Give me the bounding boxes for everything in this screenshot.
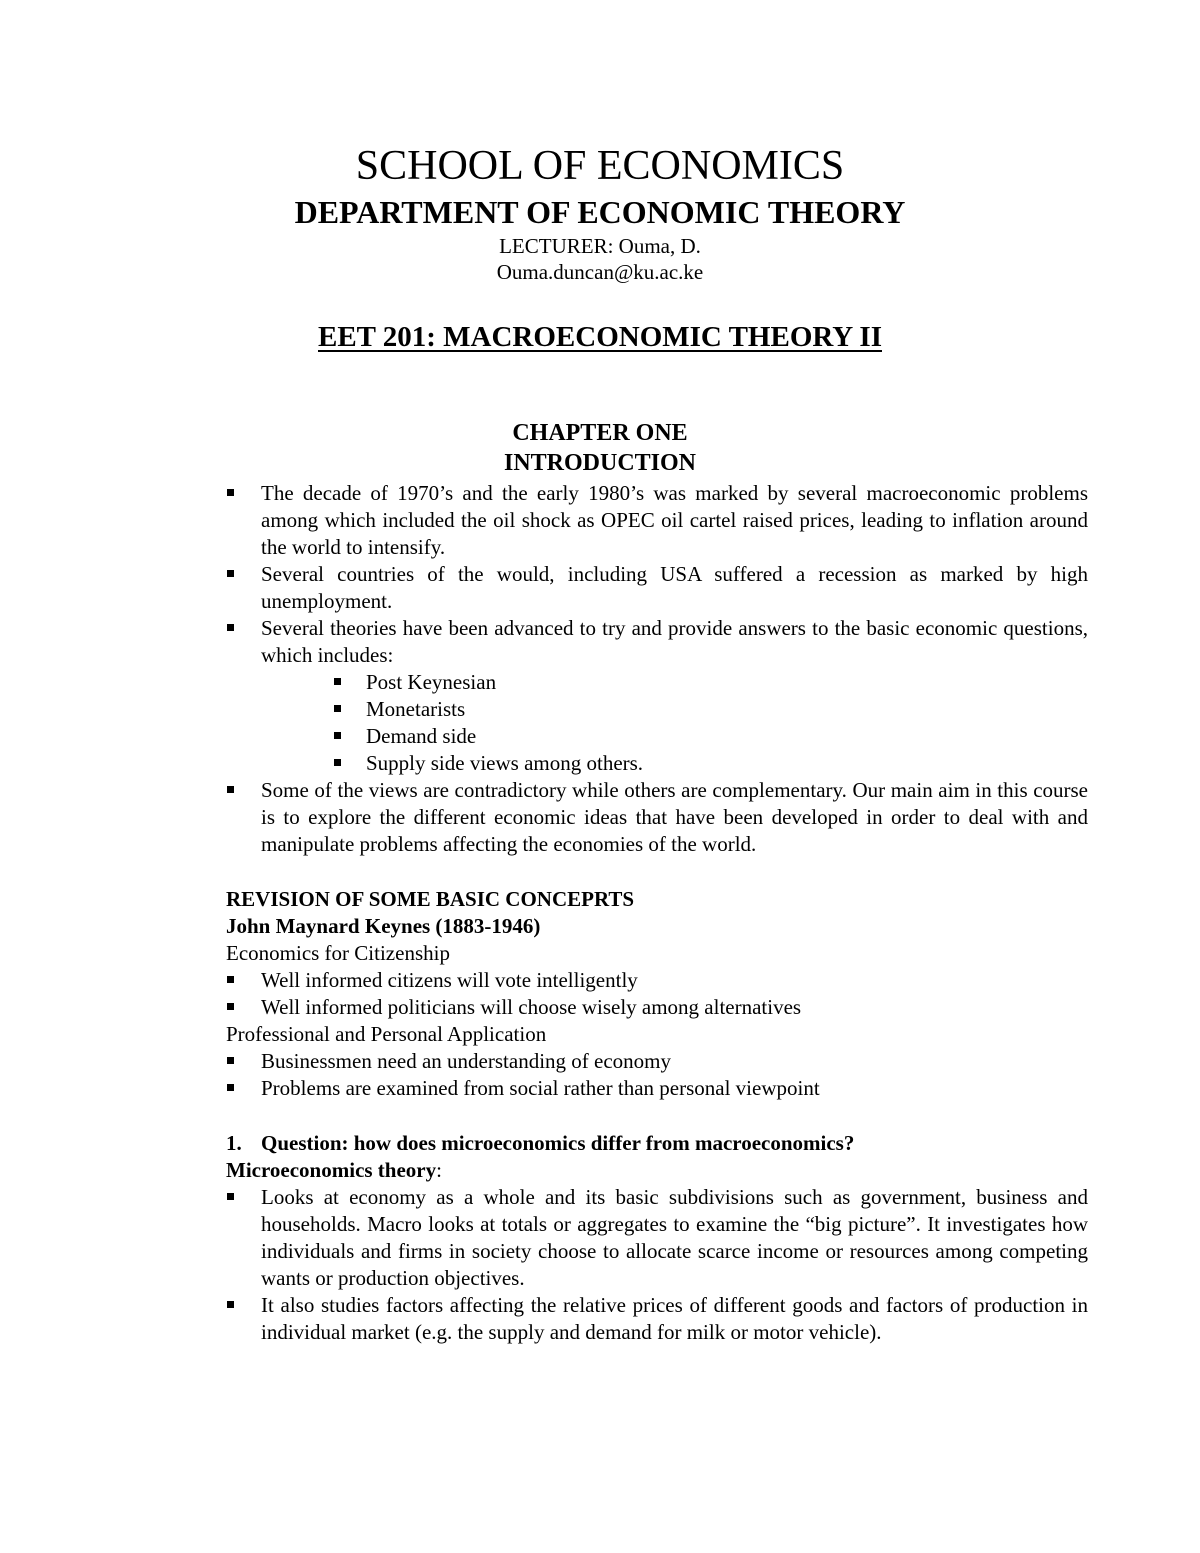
list-item: [226, 669, 1088, 696]
list-item-text: It also studies factors affecting the relative prices of different goods and factors of production in individual market (e.g. the supply and demand for milk or motor vehicle).: [261, 1293, 1088, 1344]
list-item-text: Supply side views among others.: [366, 751, 644, 775]
list-item-text: Some of the views are contradictory while others are complementary. Our main aim in this course is to explore the different economic ideas that have been developed in order to deal with and manipulate problems affecting the economies of the world.: [261, 778, 1088, 856]
list-item: [226, 967, 1088, 994]
square-bullet-icon: [227, 1003, 234, 1010]
square-bullet-icon: [334, 678, 341, 685]
course-title-text: EET 201: MACROECONOMIC THEORY II: [318, 321, 882, 353]
list-item-text: Demand side: [366, 724, 477, 748]
chapter-title: INTRODUCTION: [503, 450, 697, 476]
course-title: [0, 318, 1200, 356]
square-bullet-icon: [334, 705, 341, 712]
list-item: [226, 994, 1088, 1021]
list-item-text: Looks at economy as a whole and its basic subdivisions such as government, business and households. Macro looks at totals or aggregates to examine the “big picture”. It investigates how individuals and firms in society choose to allocate scarce income or resources among competing wants or production objectives.: [261, 1185, 1088, 1290]
lecturer-name: LECTURER: Ouma, D.: [499, 234, 701, 258]
list-item-text: Businessmen need an understanding of economy: [261, 1049, 671, 1073]
square-bullet-icon: [334, 759, 341, 766]
list-item-text: Post Keynesian: [366, 670, 497, 694]
school-name: SCHOOL OF ECONOMICS: [355, 143, 845, 189]
citizenship-list: [226, 967, 1088, 1021]
list-item: [226, 777, 1088, 858]
micro-label-colon: :: [436, 1158, 442, 1182]
list-item-text: Monetarists: [366, 697, 466, 721]
list-item-text: Well informed citizens will vote intelligently: [261, 968, 638, 992]
section-heading: REVISION OF SOME BASIC CONCEPRTS: [226, 887, 635, 911]
theories-sub-list: [226, 669, 1088, 777]
square-bullet-icon: [227, 570, 234, 577]
lecturer-email: Ouma.duncan@ku.ac.ke: [496, 260, 704, 284]
square-bullet-icon: [227, 1084, 234, 1091]
chapter-number: CHAPTER ONE: [512, 420, 688, 446]
question-section: [226, 1130, 1088, 1346]
list-item: [226, 1048, 1088, 1075]
list-item-text: Several countries of the would, including USA suffered a recession as marked by high unemployment.: [261, 562, 1088, 613]
list-item: [226, 1184, 1088, 1292]
revision-section: [226, 886, 1088, 1102]
list-item: [226, 561, 1088, 615]
question-text: Question: how does microeconomics differ from macroeconomics?: [261, 1131, 855, 1155]
list-item: [226, 1075, 1088, 1102]
list-item: [226, 696, 1088, 723]
square-bullet-icon: [227, 1301, 234, 1308]
list-item-text: Several theories have been advanced to try and provide answers to the basic economic questions, which includes:: [261, 616, 1088, 667]
square-bullet-icon: [227, 1057, 234, 1064]
list-item-text: The decade of 1970’s and the early 1980’s was marked by several macroeconomic problems among which included the oil shock as OPEC oil cartel raised prices, leading to inflation around the world to intensify.: [261, 481, 1088, 559]
square-bullet-icon: [227, 624, 234, 631]
department-name: DEPARTMENT OF ECONOMIC THEORY: [294, 194, 906, 230]
list-item-text: Problems are examined from social rather than personal viewpoint: [261, 1076, 820, 1100]
square-bullet-icon: [227, 489, 234, 496]
list-item-text: Well informed politicians will choose wisely among alternatives: [261, 995, 802, 1019]
question-heading: [226, 1130, 1088, 1157]
list-item: [226, 723, 1088, 750]
introduction-section: [226, 480, 1088, 858]
square-bullet-icon: [227, 976, 234, 983]
square-bullet-icon: [227, 786, 234, 793]
subsection-label: Economics for Citizenship: [226, 941, 450, 965]
intro-closing-list: [226, 777, 1088, 858]
list-item: [226, 750, 1088, 777]
square-bullet-icon: [334, 732, 341, 739]
subsection-label: Professional and Personal Application: [226, 1022, 547, 1046]
square-bullet-icon: [227, 1193, 234, 1200]
list-item: [226, 615, 1088, 669]
list-item: [226, 1292, 1088, 1346]
micro-label: Microeconomics theory: [226, 1158, 437, 1182]
person-heading: John Maynard Keynes (1883-1946): [226, 914, 541, 938]
intro-bullet-list: [226, 480, 1088, 669]
micro-list: [226, 1184, 1088, 1346]
list-item: [226, 480, 1088, 561]
question-number: 1.: [226, 1131, 242, 1155]
micro-label-line: [226, 1157, 1088, 1184]
professional-list: [226, 1048, 1088, 1102]
